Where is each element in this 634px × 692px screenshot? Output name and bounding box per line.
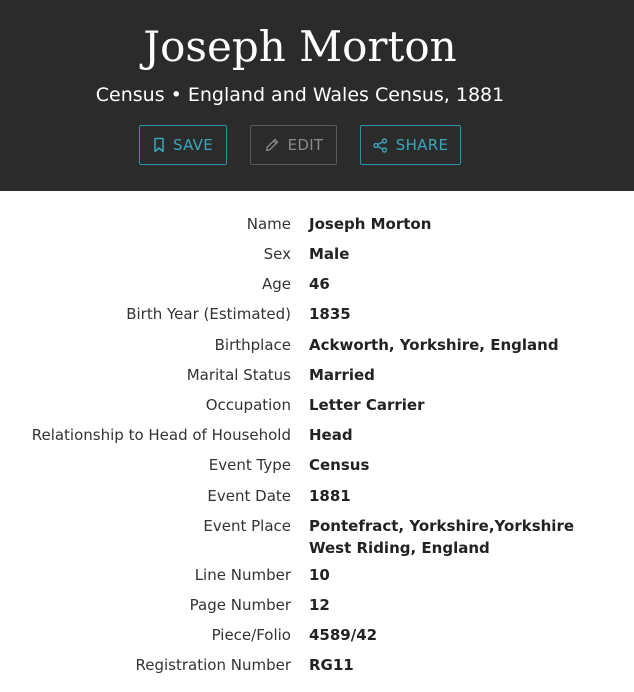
field-value: Census xyxy=(309,456,370,474)
field-label: Age xyxy=(261,275,291,293)
field-label: Sex xyxy=(263,245,291,263)
field-value: Married xyxy=(309,366,375,384)
record-details xyxy=(0,191,634,692)
save-button[interactable] xyxy=(139,125,227,165)
field-value: 12 xyxy=(309,596,330,614)
field-label: Line Number xyxy=(194,566,291,584)
field-value: Male xyxy=(309,245,350,263)
bookmark-icon xyxy=(153,137,165,153)
field-label: Relationship to Head of Household xyxy=(31,426,291,444)
record-header xyxy=(0,0,634,191)
record-title: Joseph Morton xyxy=(143,22,457,71)
save-button-label: SAVE xyxy=(172,136,214,154)
field-label: Event Place xyxy=(203,517,291,535)
field-value: Ackworth, Yorkshire, England xyxy=(309,336,559,354)
field-value: Pontefract, Yorkshire,Yorkshire West Riding, England xyxy=(309,517,575,557)
share-button-label: SHARE xyxy=(395,136,449,154)
field-label: Occupation xyxy=(205,396,291,414)
field-value: Head xyxy=(309,426,353,444)
field-label: Name xyxy=(246,215,291,233)
field-label: Event Date xyxy=(207,487,291,505)
share-icon xyxy=(373,138,388,153)
edit-button-label: EDIT xyxy=(287,136,324,154)
field-value: Joseph Morton xyxy=(309,215,432,233)
field-value: RG11 xyxy=(309,656,354,674)
field-label: Birth Year (Estimated) xyxy=(126,305,291,323)
field-value: 46 xyxy=(309,275,330,293)
field-value: 1881 xyxy=(309,487,351,505)
field-label: Marital Status xyxy=(186,366,291,384)
field-value: 4589/42 xyxy=(309,626,378,644)
record-subtitle: Census • England and Wales Census, 1881 xyxy=(95,84,505,106)
field-label: Page Number xyxy=(189,596,291,614)
pencil-icon xyxy=(264,137,280,153)
field-value: 1835 xyxy=(309,305,351,323)
share-button[interactable] xyxy=(360,125,461,165)
field-value: Letter Carrier xyxy=(309,396,425,414)
field-label: Registration Number xyxy=(135,656,291,674)
field-label: Birthplace xyxy=(214,336,291,354)
field-label: Piece/Folio xyxy=(211,626,291,644)
edit-button[interactable] xyxy=(250,125,337,165)
field-value: 10 xyxy=(309,566,330,584)
field-label: Event Type xyxy=(208,456,291,474)
